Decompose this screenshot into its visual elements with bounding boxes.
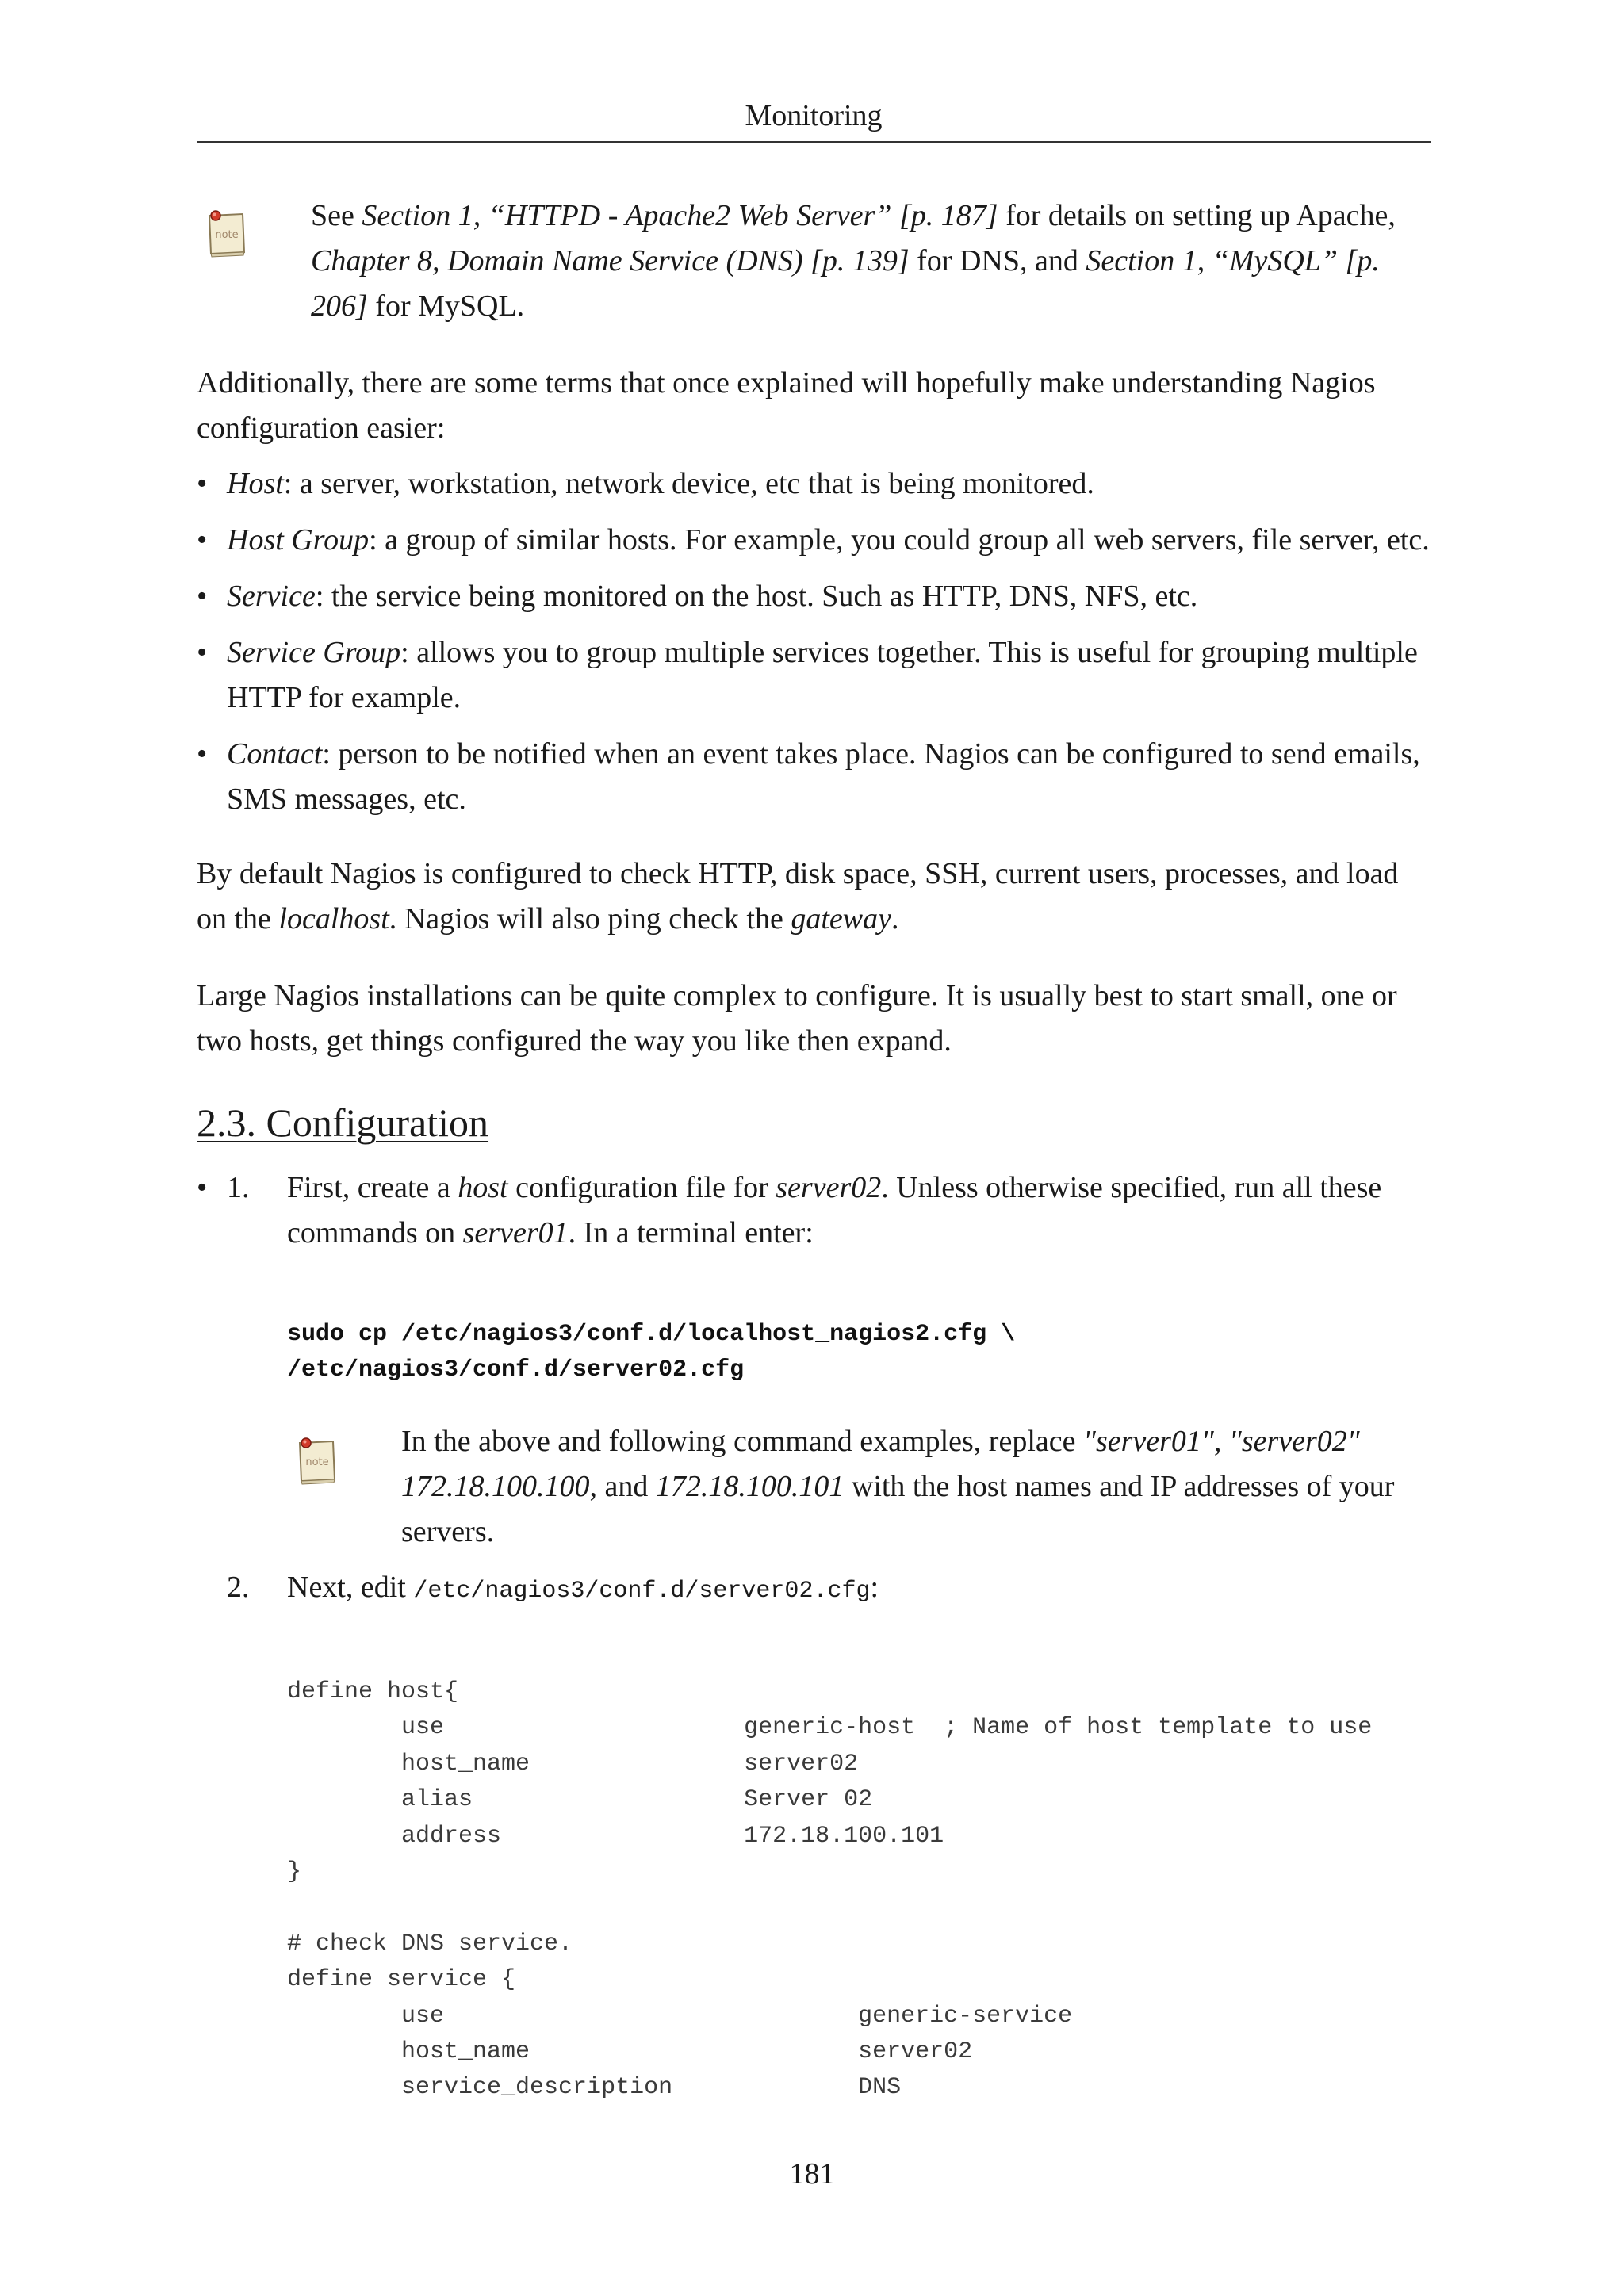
text-run: First, create a [287, 1171, 458, 1204]
term-list-item [197, 574, 1434, 619]
note-text-2 [401, 1419, 1432, 1555]
term-list-item [197, 630, 1434, 721]
text-run: In the above and following command examples, replace [401, 1425, 1083, 1458]
bullet-dot: • [197, 737, 208, 771]
page-number: 181 [789, 2157, 835, 2191]
text-run: localhost [278, 902, 389, 936]
text-run: . Unless otherwise specified, run all these commands on [287, 1171, 1382, 1249]
step-number-2: 2. [227, 1571, 250, 1604]
text-run: Section 1, “MySQL” [p. 206] [311, 244, 1380, 323]
text-run: , and [589, 1470, 656, 1503]
step-bullet: • [197, 1171, 208, 1204]
text-run: 172.18.100.101 [655, 1470, 845, 1503]
text-run: . Nagios will also ping check the [389, 902, 791, 936]
command-block: sudo cp /etc/nagios3/conf.d/localhost_nagios2.cfg \ /etc/nagios3/conf.d/server02.cfg [287, 1321, 1016, 1383]
text-run: for DNS, and [909, 244, 1086, 277]
text-run: configuration file for [508, 1171, 776, 1204]
term-list-item [197, 518, 1434, 563]
text-run: . [891, 902, 899, 936]
step2-suffix: : [870, 1571, 879, 1604]
header-rule [197, 141, 1431, 143]
step-text-1 [287, 1165, 1413, 1256]
text-run: , [1213, 1425, 1229, 1458]
text-run: gateway [791, 902, 891, 936]
text-run: "server01" [1082, 1425, 1214, 1458]
running-header: Monitoring [745, 99, 883, 132]
bullet-dot: • [197, 467, 208, 500]
section-heading: 2.3. Configuration [197, 1100, 489, 1145]
svg-text:note: note [305, 1456, 329, 1468]
bullet-dot: • [197, 636, 208, 669]
text-run: for details on setting up Apache, [998, 199, 1396, 232]
term-description: : a server, workstation, network device, etc that is being monitored. [283, 467, 1094, 500]
note-text-1 [311, 193, 1431, 329]
note-icon [205, 208, 249, 258]
term-name: Host Group [227, 523, 370, 557]
text-run: with the host names and IP addresses of your servers. [401, 1470, 1395, 1548]
step-number-1: 1. [227, 1171, 250, 1204]
text-run: Chapter 8, Domain Name Service (DNS) [p. 139] [311, 244, 910, 277]
term-description: : person to be notified when an event takes place. Nagios can be configured to send emails, SMS messages, etc. [227, 737, 1420, 816]
text-run: server01 [462, 1216, 569, 1249]
term-name: Service Group [227, 636, 401, 669]
svg-text:note: note [215, 229, 239, 241]
text-run: . In a terminal enter: [568, 1216, 814, 1249]
text-run: "server02" 172.18.100.100 [401, 1425, 1360, 1503]
bullet-dot: • [197, 580, 208, 613]
step-text-2 [287, 1565, 1413, 1614]
config-code-block: define host{ use generic-host ; Name of host template to use host_name server02 alias Server 02 address 172.18.100.101 } # check DNS service. define service { use generic-service host_name server02 service_description DNS [287, 1678, 1373, 2102]
bullet-dot: • [197, 523, 208, 557]
term-description: : the service being monitored on the host. Such as HTTP, DNS, NFS, etc. [315, 580, 1198, 613]
term-name: Contact [227, 737, 323, 771]
text-run: server02 [776, 1171, 882, 1204]
text-run: for MySQL. [367, 289, 525, 323]
term-description: : a group of similar hosts. For example, you could group all web servers, file server, etc. [369, 523, 1430, 557]
text-run: Section 1, “HTTPD - Apache2 Web Server” [p. 187] [362, 199, 998, 232]
term-list-item [197, 732, 1434, 822]
file-path: /etc/nagios3/conf.d/server02.cfg [413, 1578, 871, 1605]
term-list-item [197, 461, 1434, 507]
text-run: See [311, 199, 362, 232]
text-run: By default Nagios is configured to check HTTP, disk space, SSH, current users, processes, and load on the [197, 857, 1399, 936]
term-name: Host [227, 467, 284, 500]
default-config-paragraph [197, 851, 1434, 942]
step2-prefix: Next, edit [287, 1571, 414, 1604]
intro-paragraph: Additionally, there are some terms that once explained will hopefully make understanding Nagios configuration easier: [197, 366, 1376, 445]
text-run: host [458, 1171, 508, 1204]
large-install-paragraph: Large Nagios installations can be quite complex to configure. It is usually best to start small, one or two hosts, get things configured the way you like then expand. [197, 979, 1397, 1058]
terms-list [197, 461, 1434, 833]
term-description: : allows you to group multiple services together. This is useful for grouping multiple HTTP for example. [227, 636, 1418, 714]
note-icon [295, 1435, 339, 1486]
term-name: Service [227, 580, 316, 613]
